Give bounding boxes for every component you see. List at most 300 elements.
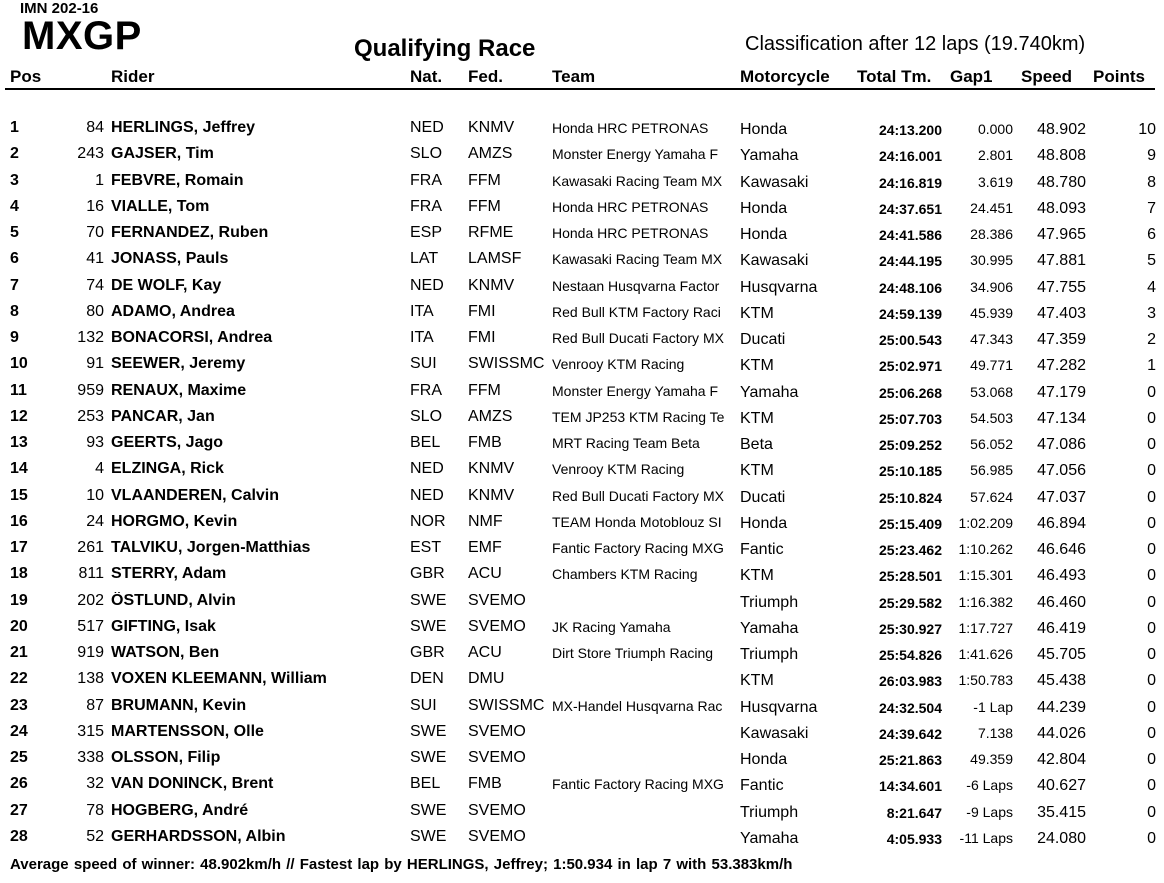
average-speed: 46.419: [1037, 620, 1086, 637]
total-time: 24:41.586: [878, 227, 942, 243]
rider-motorcycle: KTM: [740, 305, 774, 322]
total-time: 24:13.200: [878, 122, 942, 138]
average-speed: 47.056: [1037, 462, 1086, 479]
race-title: Qualifying Race: [354, 35, 536, 62]
table-row: [0, 539, 1164, 565]
gap-to-leader: 1:41.626: [958, 646, 1013, 662]
rider-number: 315: [77, 723, 104, 740]
total-time: 24:59.139: [878, 306, 942, 322]
gap-to-leader: 57.624: [970, 489, 1013, 505]
average-speed: 48.902: [1037, 121, 1086, 138]
rider-nationality: NED: [410, 460, 444, 477]
rider-federation: AMZS: [468, 145, 513, 162]
rider-motorcycle: Ducati: [740, 489, 786, 506]
rider-name: BRUMANN, Kevin: [111, 697, 247, 714]
average-speed: 24.080: [1037, 830, 1086, 847]
rider-team: TEM JP253 KTM Racing Te: [552, 409, 725, 425]
total-time: 25:21.863: [878, 752, 942, 768]
gap-to-leader: 1:16.382: [958, 594, 1013, 610]
rider-nationality: FRA: [410, 172, 442, 189]
points: 0: [1147, 567, 1156, 584]
points: 8: [1147, 174, 1156, 191]
total-time: 25:00.543: [878, 332, 942, 348]
points: 0: [1147, 594, 1156, 611]
classification-summary: Classification after 12 laps (19.740km): [745, 33, 1086, 55]
gap-to-leader: 49.359: [970, 751, 1013, 767]
col-header-motorcycle: Motorcycle: [740, 67, 830, 86]
rider-name: ADAMO, Andrea: [111, 303, 235, 320]
gap-to-leader: -11 Laps: [959, 830, 1013, 846]
average-speed: 47.282: [1037, 357, 1086, 374]
row-position: 2: [10, 145, 19, 162]
gap-to-leader: 49.771: [970, 357, 1013, 373]
rider-nationality: SWE: [410, 802, 447, 819]
series-title: MXGP: [22, 14, 142, 58]
rider-name: GERHARDSSON, Albin: [111, 828, 286, 845]
rider-number: 74: [86, 277, 104, 294]
gap-to-leader: 3.619: [977, 174, 1013, 190]
col-header-speed: Speed: [1021, 67, 1073, 86]
rider-motorcycle: KTM: [740, 567, 774, 584]
rider-number: 80: [86, 303, 104, 320]
average-speed: 47.403: [1037, 305, 1086, 322]
rider-motorcycle: Honda: [740, 121, 788, 138]
points: 0: [1147, 384, 1156, 401]
average-speed: 47.134: [1037, 410, 1086, 427]
average-speed: 35.415: [1037, 804, 1086, 821]
gap-to-leader: 45.939: [970, 305, 1013, 321]
points: 10: [1138, 121, 1156, 138]
total-time: 25:10.824: [878, 490, 942, 506]
points: 9: [1147, 147, 1156, 164]
table-row: [0, 119, 1164, 145]
row-position: 3: [10, 172, 19, 189]
rider-name: SEEWER, Jeremy: [111, 355, 246, 372]
col-header-rider: Rider: [111, 67, 155, 86]
rider-federation: AMZS: [468, 408, 513, 425]
total-time: 26:03.983: [878, 673, 942, 689]
rider-federation: FFM: [468, 382, 501, 399]
average-speed: 47.037: [1037, 489, 1086, 506]
rider-team: MRT Racing Team Beta: [552, 435, 700, 451]
total-time: 25:02.971: [878, 358, 942, 374]
rider-federation: SWISSMC: [468, 355, 545, 372]
rider-nationality: SWE: [410, 592, 447, 609]
row-position: 12: [10, 408, 28, 425]
rider-name: VOXEN KLEEMANN, William: [111, 670, 327, 687]
rider-motorcycle: Ducati: [740, 331, 786, 348]
rider-federation: ACU: [468, 644, 502, 661]
row-position: 17: [10, 539, 28, 556]
event-code: IMN 202-16: [20, 0, 99, 17]
table-row: [0, 828, 1164, 854]
rider-motorcycle: Beta: [740, 436, 773, 453]
rider-motorcycle: Fantic: [740, 541, 784, 558]
table-row: [0, 355, 1164, 381]
rider-number: 32: [86, 775, 104, 792]
rider-name: PANCAR, Jan: [111, 408, 215, 425]
rider-motorcycle: Yamaha: [740, 620, 799, 637]
table-row: [0, 329, 1164, 355]
row-position: 13: [10, 434, 28, 451]
total-time: 25:07.703: [878, 411, 942, 427]
rider-name: HERLINGS, Jeffrey: [111, 119, 256, 136]
row-position: 27: [10, 802, 28, 819]
points: 0: [1147, 725, 1156, 742]
rider-team: Red Bull Ducati Factory MX: [552, 488, 724, 504]
points: 0: [1147, 699, 1156, 716]
gap-to-leader: 1:17.727: [958, 620, 1013, 636]
gap-to-leader: -6 Laps: [966, 777, 1013, 793]
rider-nationality: DEN: [410, 670, 444, 687]
rider-number: 70: [86, 224, 104, 241]
points: 0: [1147, 646, 1156, 663]
table-row: [0, 145, 1164, 171]
total-time: 25:09.252: [878, 437, 942, 453]
rider-motorcycle: Kawasaki: [740, 174, 809, 191]
rider-motorcycle: Yamaha: [740, 147, 799, 164]
gap-to-leader: 53.068: [970, 384, 1013, 400]
rider-nationality: SWE: [410, 618, 447, 635]
rider-nationality: BEL: [410, 775, 441, 792]
points: 5: [1147, 252, 1156, 269]
table-row: [0, 460, 1164, 486]
rider-name: MARTENSSON, Olle: [111, 723, 264, 740]
rider-name: GAJSER, Tim: [111, 145, 214, 162]
rider-nationality: LAT: [410, 250, 439, 267]
rider-nationality: ESP: [410, 224, 443, 241]
row-position: 24: [10, 723, 28, 740]
points: 0: [1147, 462, 1156, 479]
total-time: 25:30.927: [878, 621, 942, 637]
col-header-fed: Fed.: [468, 67, 503, 86]
rider-motorcycle: Husqvarna: [740, 699, 818, 716]
rider-name: GIFTING, Isak: [111, 618, 216, 635]
table-row: [0, 250, 1164, 276]
table-row: [0, 775, 1164, 801]
rider-team: MX-Handel Husqvarna Rac: [552, 698, 723, 714]
average-speed: 47.881: [1037, 252, 1086, 269]
table-row: [0, 408, 1164, 434]
rider-nationality: SUI: [410, 355, 437, 372]
row-position: 9: [10, 329, 19, 346]
rider-federation: SVEMO: [468, 749, 526, 766]
gap-to-leader: 47.343: [970, 331, 1013, 347]
rider-federation: SVEMO: [468, 828, 526, 845]
rider-name: VIALLE, Tom: [111, 198, 210, 215]
rider-name: STERRY, Adam: [111, 565, 227, 582]
rider-team: Fantic Factory Racing MXG: [552, 776, 724, 792]
total-time: 25:29.582: [878, 595, 942, 611]
rider-nationality: NOR: [410, 513, 446, 530]
total-time: 24:48.106: [878, 280, 942, 296]
rider-nationality: SWE: [410, 749, 447, 766]
rider-name: JONASS, Pauls: [111, 250, 229, 267]
rider-team: Honda HRC PETRONAS: [552, 199, 709, 215]
row-position: 14: [10, 460, 28, 477]
rider-motorcycle: Fantic: [740, 777, 784, 794]
rider-name: WATSON, Ben: [111, 644, 220, 661]
points: 1: [1147, 357, 1156, 374]
col-header-nat: Nat.: [410, 67, 443, 86]
rider-team: Venrooy KTM Racing: [552, 356, 685, 372]
row-position: 18: [10, 565, 28, 582]
total-time: 8:21.647: [886, 805, 942, 821]
gap-to-leader: 1:02.209: [958, 515, 1013, 531]
rider-number: 132: [77, 329, 104, 346]
rider-number: 24: [86, 513, 104, 530]
row-position: 11: [10, 382, 27, 399]
points: 0: [1147, 777, 1156, 794]
gap-to-leader: 34.906: [970, 279, 1013, 295]
row-position: 15: [10, 487, 28, 504]
rider-number: 338: [77, 749, 104, 766]
gap-to-leader: 1:50.783: [958, 672, 1013, 688]
rider-nationality: GBR: [410, 644, 445, 661]
row-position: 20: [10, 618, 28, 635]
rider-name: TALVIKU, Jorgen-Matthias: [111, 539, 311, 556]
total-time: 25:23.462: [878, 542, 942, 558]
rider-nationality: EST: [410, 539, 442, 556]
col-header-total-time: Total Tm.: [857, 67, 932, 86]
table-row: [0, 382, 1164, 408]
table-row: [0, 198, 1164, 224]
points: 3: [1147, 305, 1156, 322]
rider-nationality: NED: [410, 119, 444, 136]
rider-number: 811: [78, 565, 104, 582]
gap-to-leader: 54.503: [970, 410, 1013, 426]
table-row: [0, 644, 1164, 670]
rider-nationality: SWE: [410, 828, 447, 845]
table-row: [0, 802, 1164, 828]
average-speed: 46.646: [1037, 541, 1086, 558]
rider-name: OLSSON, Filip: [111, 749, 221, 766]
rider-nationality: NED: [410, 277, 444, 294]
points: 0: [1147, 672, 1156, 689]
rider-team: Monster Energy Yamaha F: [552, 383, 719, 399]
gap-to-leader: 1:15.301: [958, 567, 1013, 583]
row-position: 6: [10, 250, 19, 267]
points: 0: [1147, 515, 1156, 532]
rider-nationality: SLO: [410, 145, 443, 162]
average-speed: 47.965: [1037, 226, 1086, 243]
average-speed: 46.493: [1037, 567, 1086, 584]
total-time: 24:32.504: [878, 700, 942, 716]
rider-team: Monster Energy Yamaha F: [552, 146, 719, 162]
rider-federation: SVEMO: [468, 592, 526, 609]
rider-number: 261: [77, 539, 104, 556]
gap-to-leader: 56.052: [970, 436, 1013, 452]
rider-nationality: ITA: [410, 303, 434, 320]
rider-motorcycle: Triumph: [740, 594, 799, 611]
gap-to-leader: -9 Laps: [966, 804, 1013, 820]
rider-federation: KNMV: [468, 487, 515, 504]
points: 0: [1147, 541, 1156, 558]
average-speed: 44.026: [1037, 725, 1086, 742]
table-row: [0, 487, 1164, 513]
gap-to-leader: 28.386: [970, 226, 1013, 242]
row-position: 8: [10, 303, 19, 320]
col-header-pos: Pos: [10, 67, 42, 86]
points: 4: [1147, 279, 1156, 296]
points: 6: [1147, 226, 1156, 243]
gap-to-leader: 24.451: [970, 200, 1013, 216]
rider-number: 52: [86, 828, 104, 845]
rider-team: JK Racing Yamaha: [552, 619, 671, 635]
total-time: 24:39.642: [878, 726, 942, 742]
rider-motorcycle: KTM: [740, 410, 774, 427]
rider-team: Kawasaki Racing Team MX: [552, 173, 723, 189]
rider-number: 1: [95, 172, 104, 189]
points: 0: [1147, 751, 1156, 768]
rider-motorcycle: Yamaha: [740, 830, 799, 847]
rider-name: RENAUX, Maxime: [111, 382, 247, 399]
rider-name: BONACORSI, Andrea: [111, 329, 273, 346]
total-time: 24:37.651: [878, 201, 942, 217]
rider-number: 91: [86, 355, 104, 372]
table-row: [0, 303, 1164, 329]
points: 0: [1147, 410, 1156, 427]
rider-federation: LAMSF: [468, 250, 522, 267]
rider-motorcycle: Yamaha: [740, 384, 799, 401]
rider-motorcycle: Honda: [740, 226, 788, 243]
rider-federation: ACU: [468, 565, 502, 582]
average-speed: 48.093: [1037, 200, 1086, 217]
rider-motorcycle: Kawasaki: [740, 725, 809, 742]
race-footer-summary: Average speed of winner: 48.902km/h // Fastest lap by HERLINGS, Jeffrey; 1:50.934 in lap 7 with 53.383km/h: [10, 856, 793, 873]
rider-federation: RFME: [468, 224, 514, 241]
row-position: 25: [10, 749, 28, 766]
rider-team: Dirt Store Triumph Racing: [552, 645, 714, 661]
total-time: 24:16.819: [878, 175, 942, 191]
rider-name: GEERTS, Jago: [111, 434, 224, 451]
row-position: 22: [10, 670, 28, 687]
average-speed: 44.239: [1037, 699, 1086, 716]
rider-number: 517: [77, 618, 104, 635]
rider-federation: FMI: [468, 329, 496, 346]
rider-motorcycle: KTM: [740, 462, 774, 479]
rider-name: HOGBERG, André: [111, 802, 249, 819]
table-row: [0, 618, 1164, 644]
points: 7: [1147, 200, 1156, 217]
table-row: [0, 670, 1164, 696]
rider-team: Chambers KTM Racing: [552, 566, 698, 582]
rider-federation: SVEMO: [468, 618, 526, 635]
rider-number: 4: [95, 460, 104, 477]
table-row: [0, 749, 1164, 775]
rider-number: 78: [86, 802, 104, 819]
table-row: [0, 277, 1164, 303]
gap-to-leader: 2.801: [977, 147, 1013, 163]
total-time: 4:05.933: [886, 831, 942, 847]
rider-number: 919: [77, 644, 104, 661]
row-position: 4: [10, 198, 19, 215]
rider-federation: FMB: [468, 775, 502, 792]
rider-nationality: GBR: [410, 565, 445, 582]
rider-name: ELZINGA, Rick: [111, 460, 224, 477]
rider-motorcycle: KTM: [740, 357, 774, 374]
table-row: [0, 224, 1164, 250]
rider-federation: SVEMO: [468, 723, 526, 740]
gap-to-leader: 7.138: [977, 725, 1013, 741]
rider-nationality: FRA: [410, 382, 442, 399]
rider-motorcycle: Triumph: [740, 646, 799, 663]
rider-federation: DMU: [468, 670, 505, 687]
row-position: 19: [10, 592, 28, 609]
row-position: 23: [10, 697, 28, 714]
col-header-points: Points: [1093, 67, 1145, 86]
row-position: 7: [10, 277, 19, 294]
average-speed: 42.804: [1037, 751, 1086, 768]
rider-motorcycle: Honda: [740, 751, 788, 768]
total-time: 25:10.185: [878, 463, 942, 479]
rider-team: Red Bull KTM Factory Raci: [552, 304, 721, 320]
average-speed: 45.705: [1037, 646, 1086, 663]
rider-team: TEAM Honda Motoblouz SI: [552, 514, 722, 530]
row-position: 26: [10, 775, 28, 792]
rider-name: FERNANDEZ, Ruben: [111, 224, 269, 241]
average-speed: 46.460: [1037, 594, 1086, 611]
total-time: 25:54.826: [878, 647, 942, 663]
points: 2: [1147, 331, 1156, 348]
rider-number: 138: [77, 670, 104, 687]
rider-name: VAN DONINCK, Brent: [111, 775, 274, 792]
rider-team: Venrooy KTM Racing: [552, 461, 685, 477]
rider-federation: SWISSMC: [468, 697, 545, 714]
total-time: 25:28.501: [878, 568, 942, 584]
average-speed: 47.755: [1037, 279, 1086, 296]
rider-number: 243: [77, 145, 104, 162]
rider-federation: KNMV: [468, 460, 515, 477]
gap-to-leader: 1:10.262: [958, 541, 1013, 557]
points: 0: [1147, 436, 1156, 453]
total-time: 25:06.268: [878, 385, 942, 401]
rider-number: 87: [86, 697, 104, 714]
rider-nationality: SWE: [410, 723, 447, 740]
header-divider: [5, 88, 1155, 90]
average-speed: 47.086: [1037, 436, 1086, 453]
rider-number: 41: [86, 250, 104, 267]
average-speed: 45.438: [1037, 672, 1086, 689]
points: 0: [1147, 830, 1156, 847]
row-position: 28: [10, 828, 28, 845]
rider-federation: FMB: [468, 434, 502, 451]
rider-federation: KNMV: [468, 119, 515, 136]
average-speed: 46.894: [1037, 515, 1086, 532]
points: 0: [1147, 804, 1156, 821]
rider-team: Honda HRC PETRONAS: [552, 120, 709, 136]
rider-team: Nestaan Husqvarna Factor: [552, 278, 720, 294]
rider-name: DE WOLF, Kay: [111, 277, 222, 294]
rider-nationality: BEL: [410, 434, 441, 451]
average-speed: 40.627: [1037, 777, 1086, 794]
rider-team: Fantic Factory Racing MXG: [552, 540, 724, 556]
rider-federation: EMF: [468, 539, 502, 556]
table-row: [0, 723, 1164, 749]
average-speed: 47.179: [1037, 384, 1086, 401]
rider-team: Red Bull Ducati Factory MX: [552, 330, 724, 346]
rider-federation: FMI: [468, 303, 496, 320]
points: 0: [1147, 489, 1156, 506]
table-row: [0, 592, 1164, 618]
average-speed: 47.359: [1037, 331, 1086, 348]
rider-name: HORGMO, Kevin: [111, 513, 238, 530]
total-time: 24:44.195: [878, 253, 942, 269]
total-time: 24:16.001: [878, 148, 942, 164]
table-row: [0, 434, 1164, 460]
total-time: 14:34.601: [878, 778, 942, 794]
points: 0: [1147, 620, 1156, 637]
